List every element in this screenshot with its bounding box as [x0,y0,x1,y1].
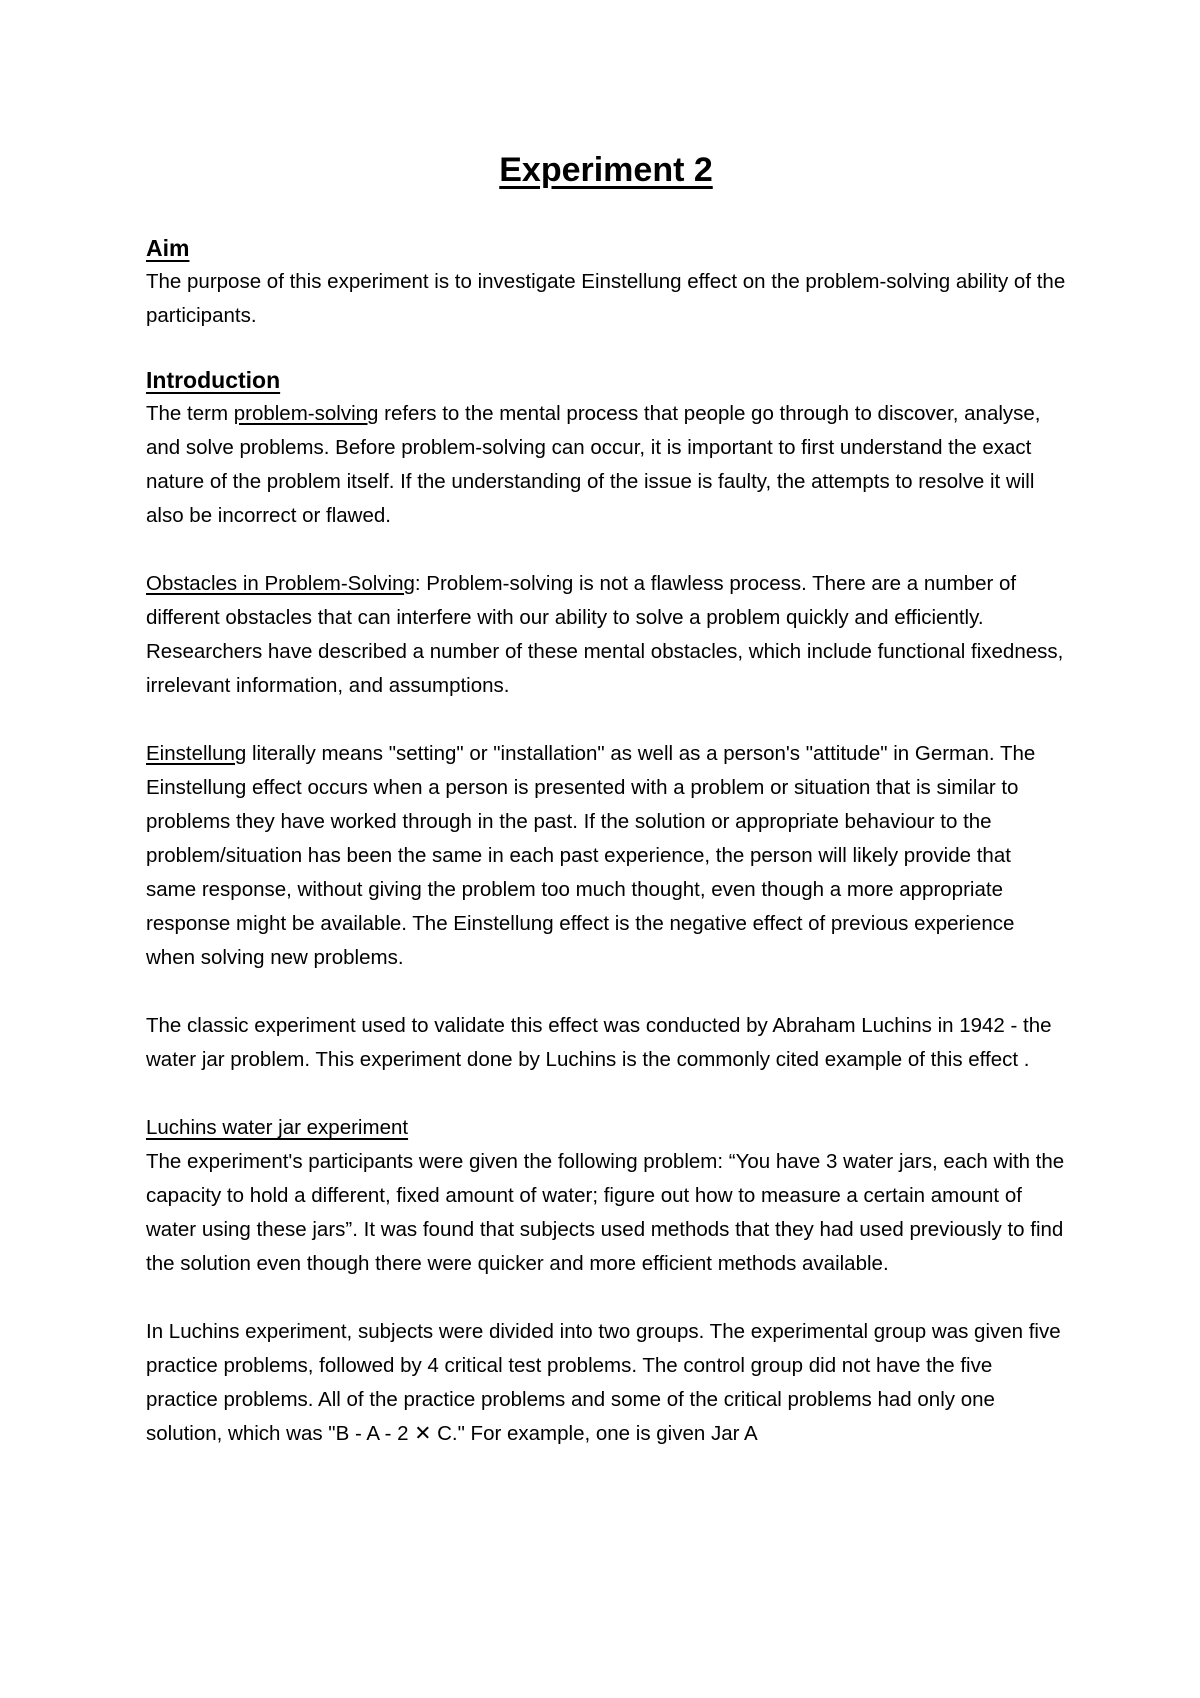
term-problem-solving: problem-solving [233,401,379,425]
aim-section [146,231,1066,333]
luchins-paragraph-2: In Luchins experiment, subjects were divided into two groups. The experimental group was given five practice problems, followed by 4 critical test problems. The control group did not have the five practice problems. All of the practice problems and some of the critical problems had only one solution, which was "B - A - 2 ✕ C." For example, one is given Jar A [146,1319,1061,1445]
text-span: refers to the mental process that people go through to discover, analyse, and solve problems. Before problem-solving can occur, it is important to first understand the exact nature of the problem itself. If the understanding of the issue is faulty, the attempts to resolve it will also be incorrect or flawed. [146,401,1041,527]
introduction-paragraph-1 [146,397,1066,533]
term-einstellung: Einstellung [146,741,247,765]
luchins-paragraph-1: The experiment's participants were given the following problem: “You have 3 water jars, each with the capacity to hold a different, fixed amount of water; figure out how to measure a certain amount of water using these jars”. It was found that subjects used methods that they had used previously to find the solution even though there were quicker and more efficient methods available. [146,1149,1065,1275]
text-span: literally means "setting" or "installation" as well as a person's "attitude" in German. The Einstellung effect occurs when a person is presented with a problem or situation that is similar to problems they have worked through in the past. If the solution or appropriate behaviour to the problem/situation has been the same in each past experience, the person will likely provide that same response, without giving the problem too much thought, even though a more appropriate response might be available. The Einstellung effect is the negative effect of previous experience when solving new problems. [146,741,1036,969]
document-page [146,150,1066,1451]
luchins-heading: Luchins water jar experiment [146,1115,409,1139]
introduction-paragraph-3 [146,737,1066,975]
text-span: The term [146,401,234,425]
introduction-section [146,363,1066,1077]
term-obstacles: Obstacles in Problem-Solving [146,571,415,595]
aim-paragraph: The purpose of this experiment is to investigate Einstellung effect on the problem-solving ability of the participants. [146,269,1066,327]
page-title: Experiment 2 [499,151,713,189]
introduction-paragraph-4: The classic experiment used to validate this effect was conducted by Abraham Luchins in 1942 - the water jar problem. This experiment done by Luchins is the commonly cited example of this effect . [146,1013,1052,1071]
introduction-heading: Introduction [146,366,281,393]
introduction-paragraph-2 [146,567,1066,703]
text-span: : Problem-solving is not a flawless process. There are a number of different obstacles that can interfere with our ability to solve a problem quickly and efficiently. Researchers have described a number of these mental obstacles, which include functional fixedness, irrelevant information, and assumptions. [146,571,1064,697]
luchins-section [146,1111,1066,1451]
aim-heading: Aim [146,234,190,261]
